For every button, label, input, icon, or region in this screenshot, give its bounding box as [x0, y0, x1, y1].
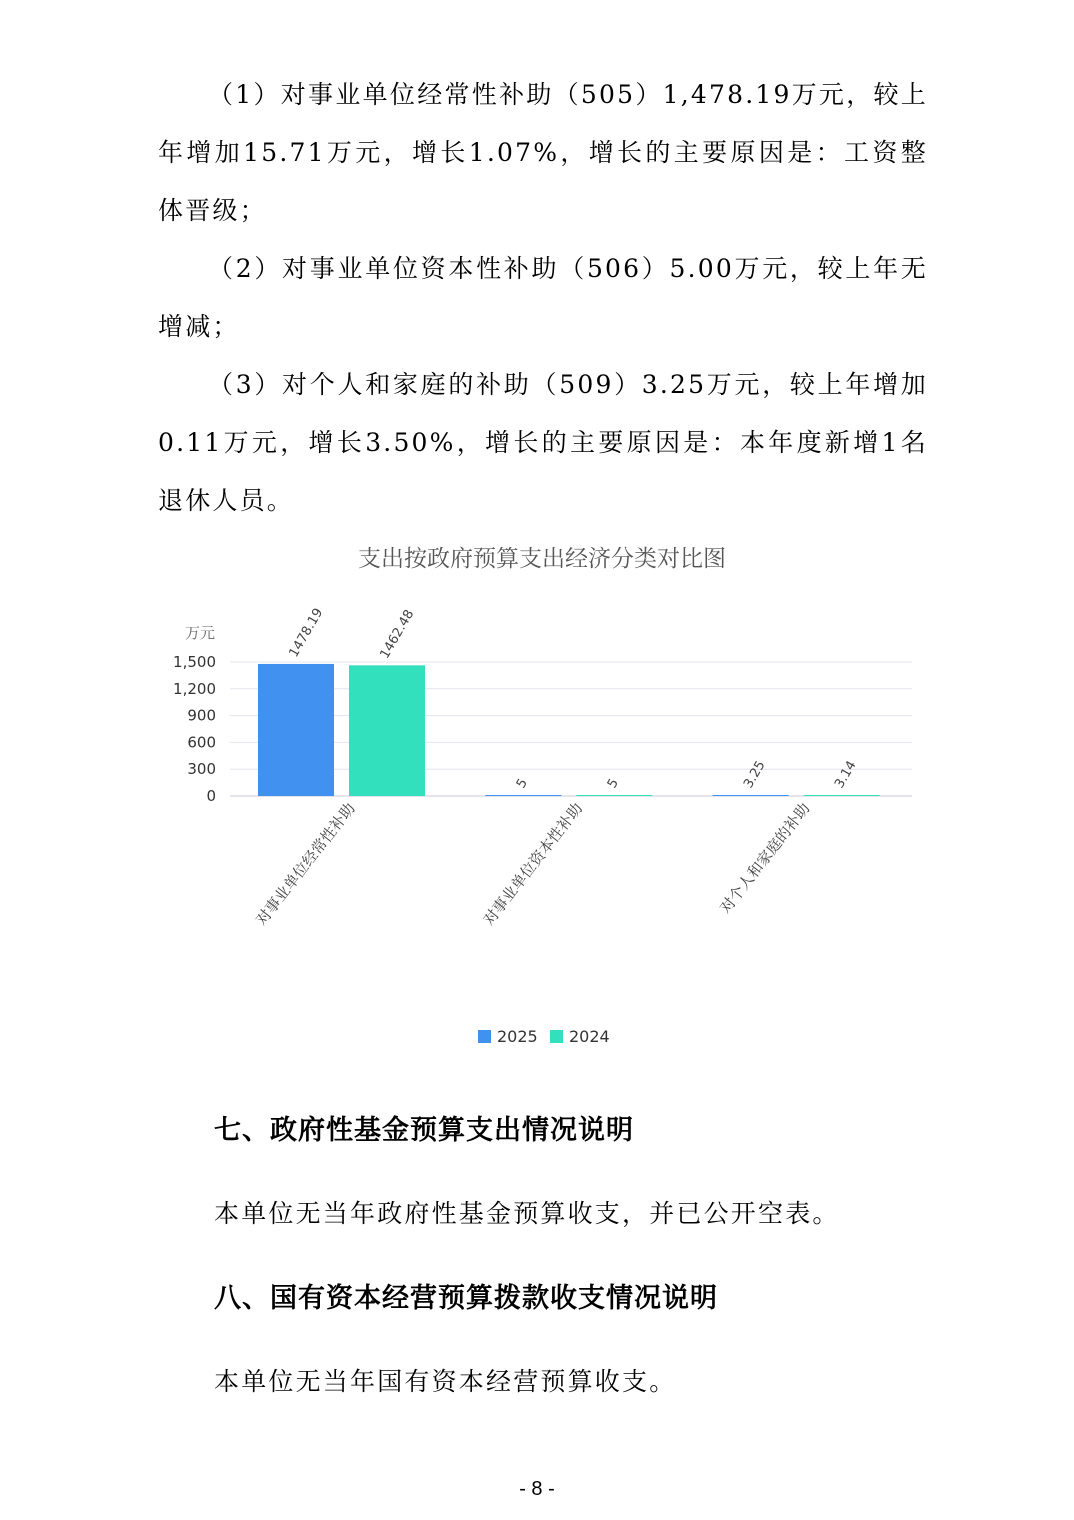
- x-tick-label: 对个人和家庭的补助: [716, 799, 814, 917]
- y-axis-unit: 万元: [184, 624, 216, 642]
- y-axis-ticks: [173, 653, 216, 805]
- paragraph-505: （1）对事业单位经常性补助（505）1,478.19万元，较上年增加15.71万元，增长1.07%，增长的主要原因是：工资整体晋级；: [158, 80, 928, 225]
- y-tick-label: 1,200: [173, 679, 216, 698]
- y-tick-label: 300: [187, 760, 216, 779]
- legend: [478, 1027, 610, 1046]
- legend-label: 2024: [569, 1027, 610, 1046]
- x-axis-labels: [252, 799, 813, 928]
- expenditure-comparison-chart: [150, 530, 930, 1070]
- y-tick-label: 900: [187, 706, 216, 725]
- bar-2024-1: [576, 795, 652, 796]
- section-text-government-fund: 本单位无当年政府性基金预算收支，并已公开空表。: [214, 1199, 840, 1228]
- data-label: 1462.48: [377, 607, 418, 662]
- bar-2024-2: [804, 795, 880, 796]
- bar-2025-2: [713, 795, 789, 796]
- y-tick-label: 600: [187, 733, 216, 752]
- legend-label: 2025: [497, 1027, 538, 1046]
- data-label: 5: [604, 776, 622, 791]
- section-heading-government-fund: 七、政府性基金预算支出情况说明: [214, 1115, 634, 1146]
- paragraph-509: （3）对个人和家庭的补助（509）3.25万元，较上年增加0.11万元，增长3.50%，增长的主要原因是：本年度新增1名退休人员。: [158, 370, 928, 515]
- data-label: 3.25: [741, 758, 769, 791]
- data-label: 1478.19: [286, 605, 327, 660]
- y-tick-label: 0: [206, 787, 216, 805]
- bar-2024-0: [349, 665, 425, 796]
- x-tick-label: 对事业单位经常性补助: [252, 799, 359, 929]
- data-label: 3.14: [832, 758, 860, 791]
- section-text-state-capital: 本单位无当年国有资本经营预算收支。: [214, 1367, 677, 1396]
- x-tick-label: 对事业单位资本性补助: [479, 799, 587, 929]
- data-label: 5: [513, 776, 531, 791]
- bar-2025-0: [258, 664, 334, 796]
- legend-swatch: [478, 1030, 491, 1043]
- section-heading-state-capital: 八、国有资本经营预算拨款收支情况说明: [214, 1283, 718, 1314]
- paragraph-506: （2）对事业单位资本性补助（506）5.00万元，较上年无增减；: [158, 254, 928, 341]
- bars: [258, 664, 880, 796]
- y-tick-label: 1,500: [173, 653, 216, 671]
- page-number: - 8 -: [519, 1478, 555, 1500]
- legend-swatch: [550, 1030, 563, 1043]
- bar-2025-1: [485, 795, 561, 796]
- chart-title: 支出按政府预算支出经济分类对比图: [358, 546, 726, 572]
